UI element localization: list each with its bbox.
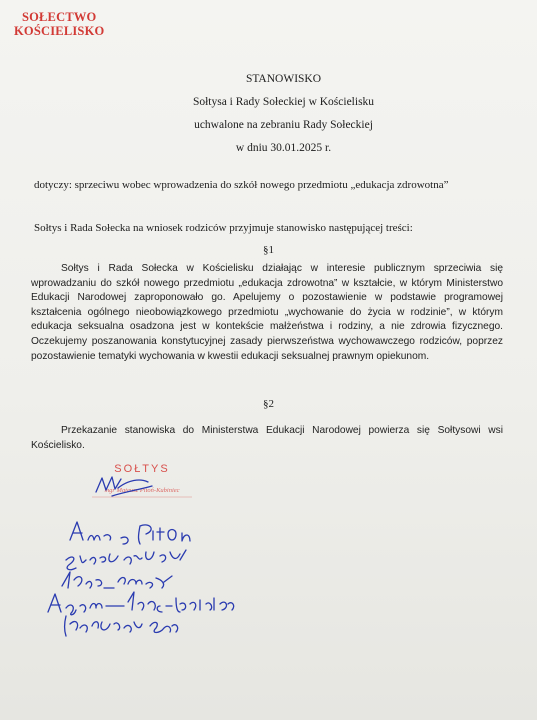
section-2-text: Przekazanie stanowiska do Ministerstwa Edukacji Narodowej powierza się Sołtysowi wsi Kościelisko. bbox=[31, 425, 503, 451]
signature-1 bbox=[70, 522, 190, 544]
document-header bbox=[0, 68, 537, 160]
intro-line: Sołtys i Rada Sołecka na wniosek rodziców przyjmuje stanowisko następującej treści: bbox=[34, 222, 413, 234]
soltys-stamp-title: SOŁTYS bbox=[114, 463, 170, 475]
stamp-line-2: KOŚCIELISKO bbox=[14, 24, 105, 38]
subject-line: dotyczy: sprzeciwu wobec wprowadzenia do szkół nowego przedmiotu „edukacja zdrowotna” bbox=[34, 179, 449, 191]
signature-4 bbox=[48, 592, 234, 615]
stamp-line-1: SOŁECTWO bbox=[21, 10, 97, 24]
header-date: w dniu 30.01.2025 r. bbox=[235, 142, 332, 154]
signature-5 bbox=[65, 616, 178, 636]
signature-3 bbox=[62, 572, 172, 588]
header-adopted: uchwalone na zebraniu Rady Sołeckiej bbox=[194, 119, 373, 131]
section-1-mark: §1 bbox=[263, 244, 274, 256]
header-issuer: Sołtysa i Rady Sołeckiej w Kościelisku bbox=[192, 96, 375, 108]
document-title: STANOWISKO bbox=[245, 73, 322, 85]
soltys-stamp-name: mgr Mateusz Pitoń-Kubiniec bbox=[104, 487, 180, 494]
section-2-mark: §2 bbox=[263, 398, 274, 410]
village-stamp bbox=[14, 10, 104, 38]
section-1-text: Sołtys i Rada Sołecka w Kościelisku działając w interesie publicznym sprzeciwia się wprowadzaniu do szkół nowego przedmiotu „edukacja zdrowotna” w kształcie, w którym Ministerstwo Edukacji Narodowej zaproponowało go. Apelujemy o pozostawienie w podstawie programowej kształcenia ogólnego nieobowiązkowego przedmiotu „wychowanie do życia w rodzinie”, w którym edukacja seksualna osadzona jest w kontekście małżeństwa i rodziny, a nie zdrowia fizycznego. Oczekujemy poszanowania konstytucyjnej zasady pierwszeństwa wychowawczego rodziców, poprzez pozostawienie tematyki wychowania w kwestii edukacji seksualnej prawnym opiekunom. bbox=[31, 263, 503, 362]
signature-2 bbox=[66, 550, 186, 570]
soltys-stamp bbox=[82, 463, 202, 494]
